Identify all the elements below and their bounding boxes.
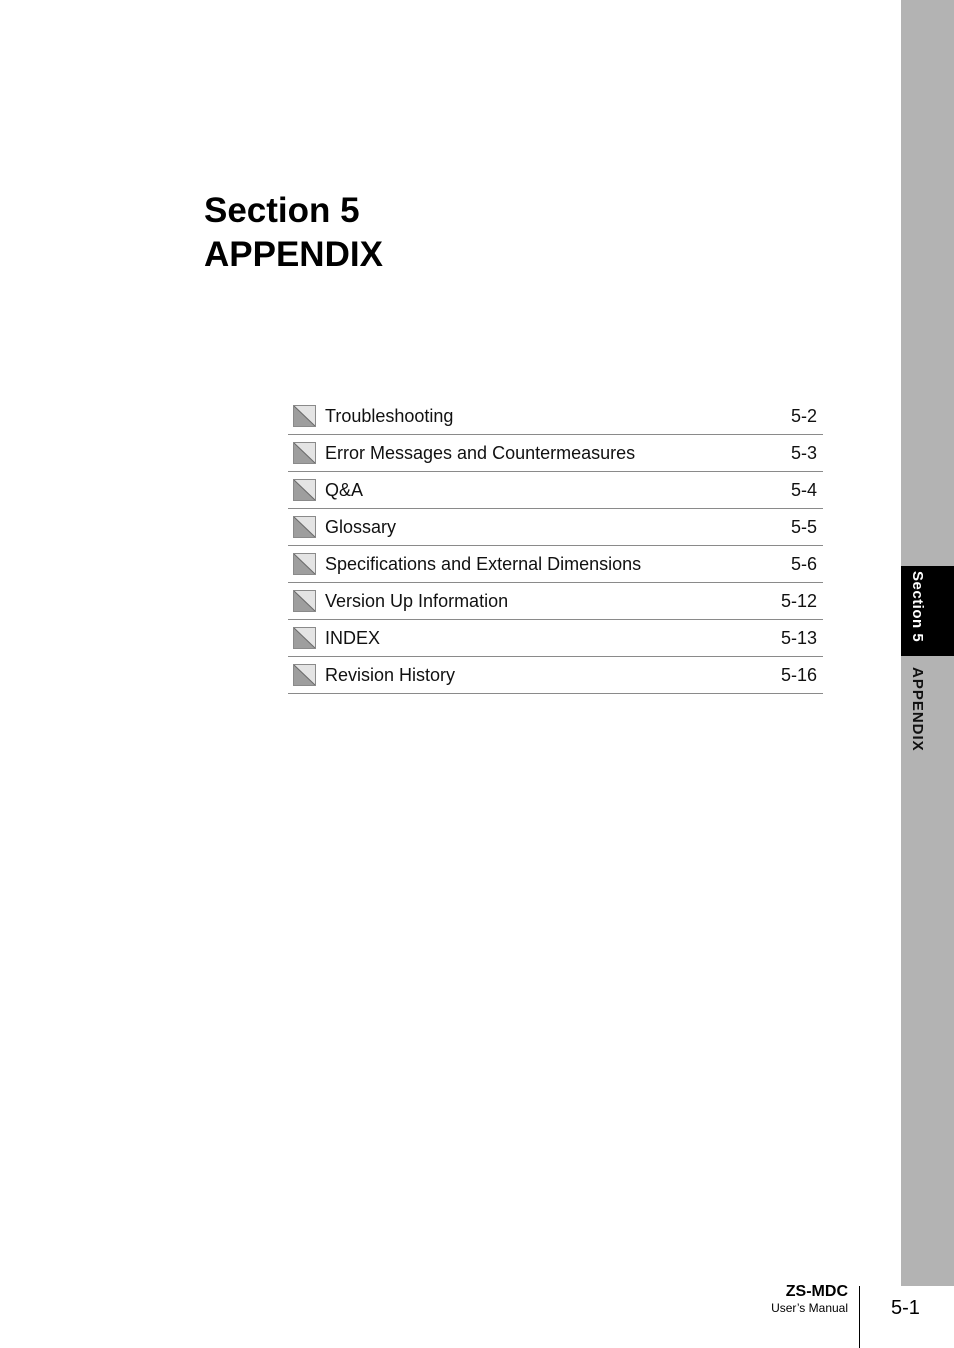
toc-item-label: Glossary: [325, 517, 397, 537]
toc-item-page: 5-3: [790, 443, 817, 463]
toc-item-label: Q&A: [325, 480, 364, 500]
toc-bullet-icon: [293, 590, 316, 612]
toc-bullet-icon: [293, 664, 316, 686]
footer-page-number: 5-1: [891, 1297, 920, 1319]
footer-product-name: ZS-MDC: [785, 1283, 848, 1300]
toc-item-troubleshooting[interactable]: [288, 398, 823, 435]
toc-item-revision-history[interactable]: [288, 657, 823, 694]
toc-bullet-icon: [293, 553, 316, 575]
toc-bullet-icon: [293, 479, 316, 501]
toc-item-page: 5-13: [780, 628, 817, 648]
table-of-contents: [288, 398, 823, 694]
toc-item-label: Version Up Information: [325, 591, 509, 611]
toc-item-label: Troubleshooting: [325, 406, 454, 426]
toc-item-glossary[interactable]: [288, 509, 823, 546]
toc-bullet-icon: [293, 442, 316, 464]
toc-item-label: Revision History: [325, 665, 456, 685]
page-title-section: Section 5: [204, 191, 360, 230]
toc-item-specifications[interactable]: [288, 546, 823, 583]
toc-item-label: Specifications and External Dimensions: [325, 554, 642, 574]
side-tab-section-label: Section 5: [909, 571, 926, 643]
toc-item-label: INDEX: [325, 628, 381, 648]
toc-bullet-icon: [293, 405, 316, 427]
toc-item-page: 5-5: [790, 517, 817, 537]
toc-item-page: 5-4: [790, 480, 817, 500]
page-title-chapter: APPENDIX: [204, 235, 383, 274]
toc-item-index[interactable]: [288, 620, 823, 657]
footer-manual-label: User’s Manual: [771, 1301, 848, 1315]
toc-item-version-up[interactable]: [288, 583, 823, 620]
toc-bullet-icon: [293, 516, 316, 538]
footer-divider: [859, 1286, 860, 1348]
toc-bullet-icon: [293, 627, 316, 649]
toc-item-qa[interactable]: [288, 472, 823, 509]
side-tab-chapter-label: APPENDIX: [909, 667, 926, 752]
toc-item-page: 5-12: [780, 591, 817, 611]
toc-item-error-messages[interactable]: [288, 435, 823, 472]
toc-item-page: 5-16: [780, 665, 817, 685]
toc-item-page: 5-6: [790, 554, 817, 574]
toc-item-page: 5-2: [790, 406, 817, 426]
toc-item-label: Error Messages and Countermeasures: [325, 443, 636, 463]
